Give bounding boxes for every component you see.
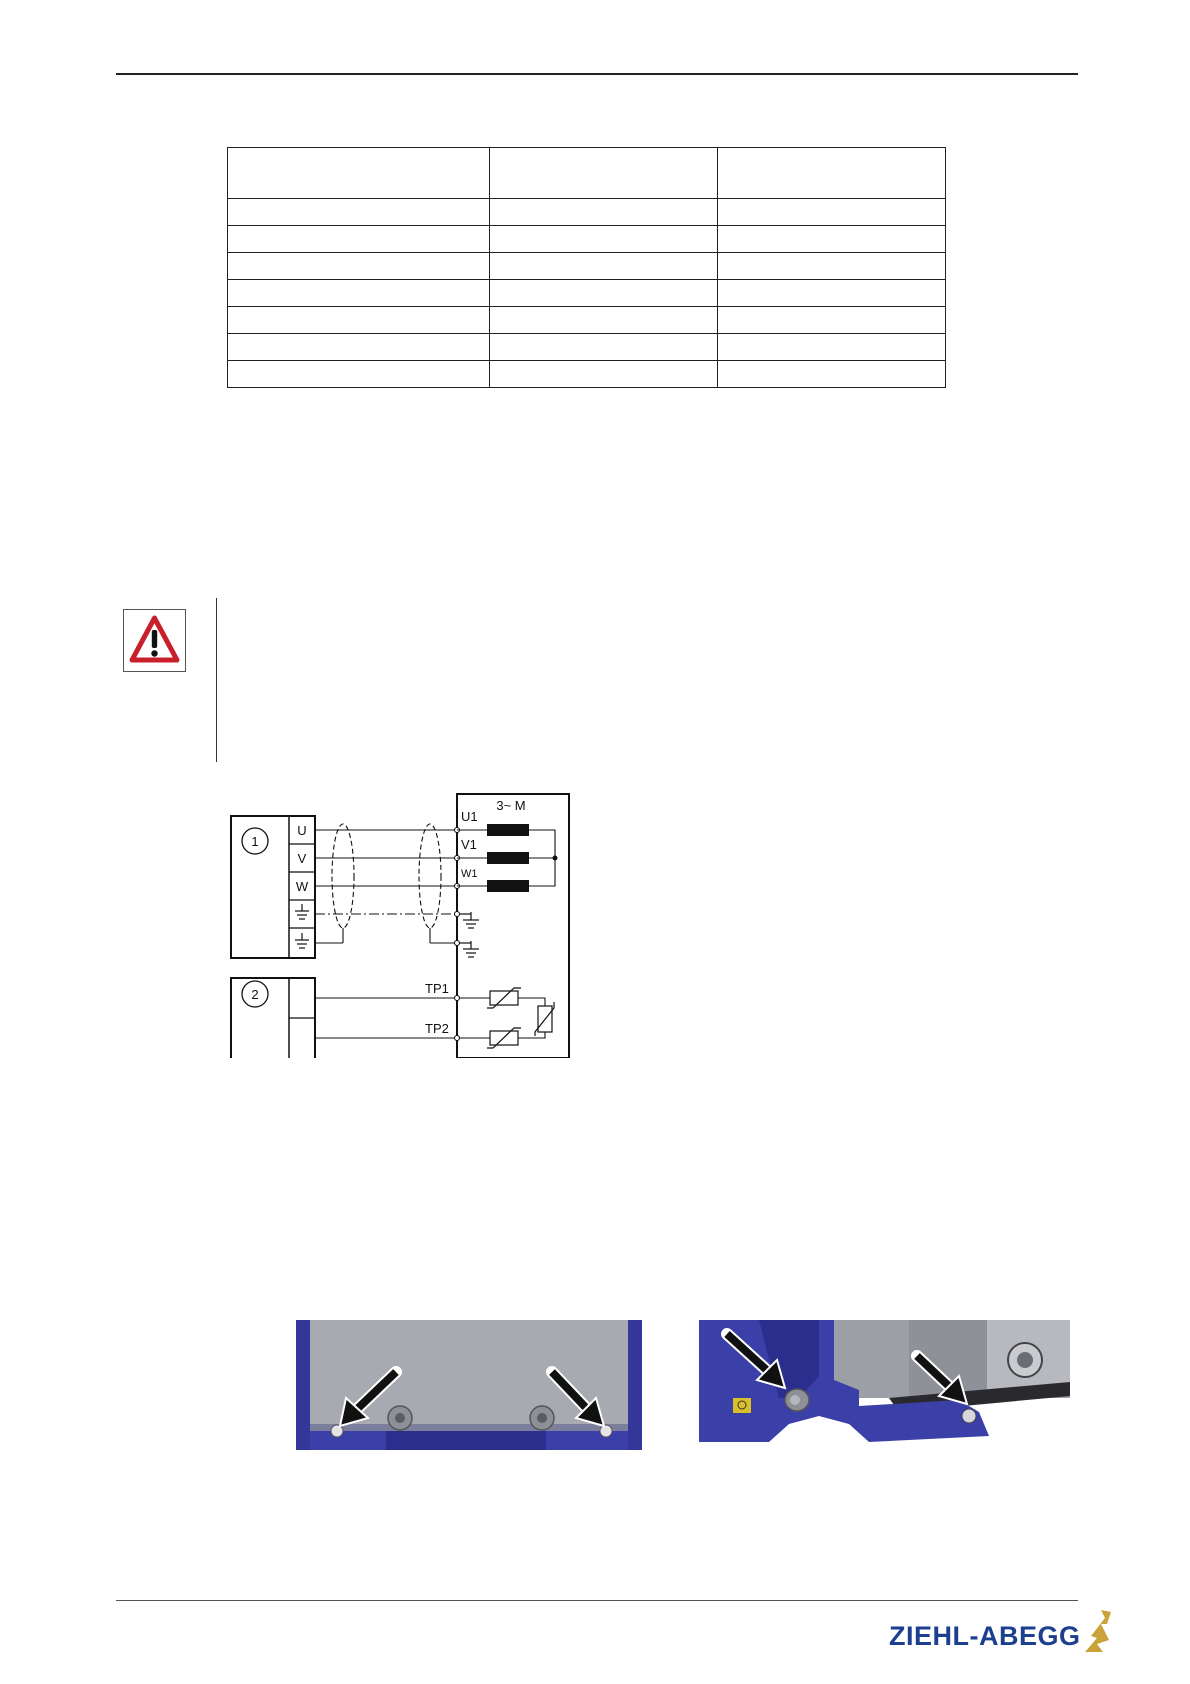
terminal-tp1: TP1 [425,981,449,996]
terminal-tp2: TP2 [425,1021,449,1036]
table-row [228,253,946,280]
housing-front-photo [296,1320,642,1450]
warning-divider [216,598,217,762]
header-rule [116,73,1078,75]
terminal-w: W [295,879,309,894]
cable-shield [332,824,354,928]
terminal-w1: W1 [461,868,478,880]
table-row [228,361,946,388]
warning-icon [123,609,186,672]
screw-icon [1008,1343,1042,1377]
thermistor-icon [487,1028,521,1048]
callout-2: 2 [251,987,259,1002]
screw-icon [785,1389,809,1411]
ground-icon [295,904,309,919]
footer-rule [116,1600,1078,1601]
motor-label: 3~ M [496,798,526,813]
logo-emblem-icon [1081,1610,1113,1654]
cable-shield [419,824,441,928]
terminal-v: V [297,851,307,866]
logo-wordmark: ZIEHL-ABEGG [889,1621,1081,1651]
winding-w [487,880,529,892]
screw-icon [388,1406,412,1430]
ground-icon [460,912,479,928]
company-logo [889,1610,1113,1654]
warning-triangle-icon [124,610,185,671]
thermistor-icon [535,1002,554,1036]
ground-screw [962,1409,976,1423]
terminal-u: U [297,823,307,838]
table-row [228,226,946,253]
callout-1: 1 [251,834,259,849]
ground-icon [295,933,309,948]
table-row [228,307,946,334]
table-row [228,280,946,307]
screw-icon [530,1406,554,1430]
wiring-diagram [225,788,580,1058]
housing-side-photo [699,1320,1070,1442]
terminal-u1: U1 [461,809,478,824]
winding-v [487,852,529,864]
table-row [228,199,946,226]
table-row [228,334,946,361]
table-header-row [228,148,946,199]
ground-label-icon [733,1398,751,1413]
winding-u [487,824,529,836]
ground-icon [460,941,479,957]
thermistor-icon [487,988,521,1008]
ground-screw [600,1425,612,1437]
ground-screw [331,1425,343,1437]
spec-table [227,147,946,388]
terminal-v1: V1 [461,837,477,852]
